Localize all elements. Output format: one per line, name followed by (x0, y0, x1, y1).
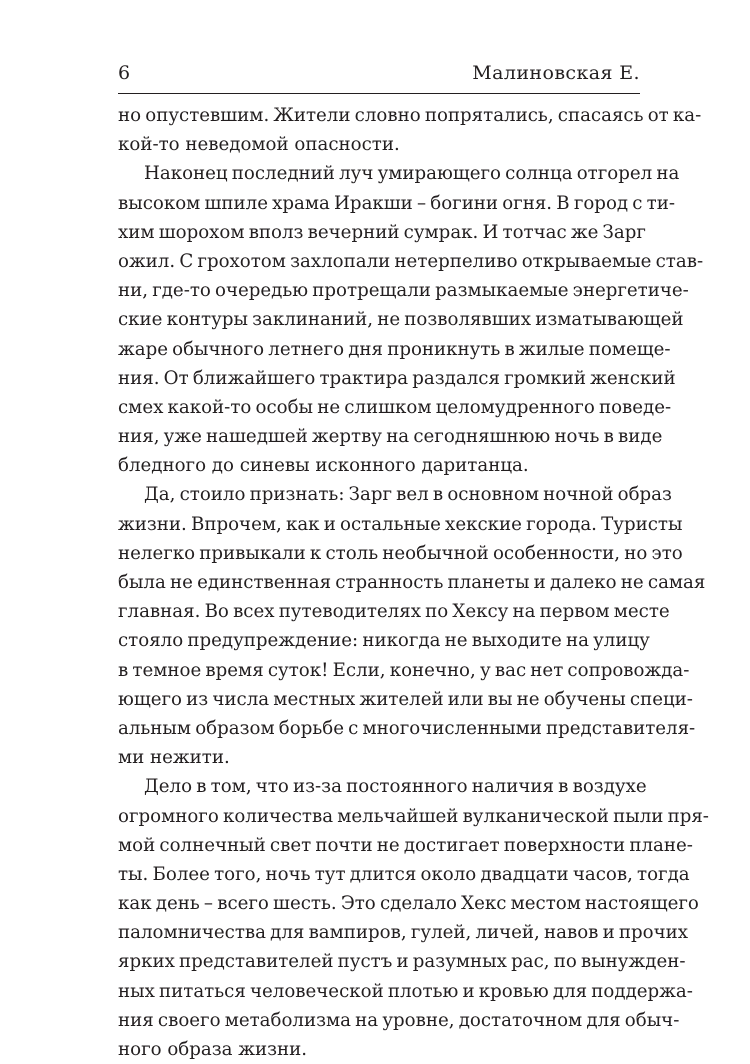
text-line: альным образом борьбе с многочисленными представителя- (118, 717, 696, 739)
text-line: главная. Во всех путеводителях по Хексу на первом месте (118, 601, 670, 623)
text-line: ярких представителей пустъ и разумных рас, по вынужден- (118, 951, 686, 973)
text-line: ющего из числа местных жителей или вы не обучены специ- (118, 688, 693, 710)
text-line: ские контуры заклинаний, не позволявших изматывающей (118, 309, 684, 331)
text-line: огромного количества мельчайшей вулканической пыли пря- (118, 805, 709, 827)
text-line: смех какой-то особы не слишком целомудренного поведе- (118, 396, 672, 418)
text-line: ния. От ближайшего трактира раздался громкий женский (118, 367, 676, 389)
text-line: ния своего метаболизма на уровне, достаточном для обыч- (118, 1009, 680, 1031)
text-line: ного образа жизни. (118, 1039, 308, 1060)
text-line: паломничества для вампиров, гулей, личей, навов и прочих (118, 922, 689, 944)
page-number: 6 (118, 62, 131, 84)
text-line: как день – всего шесть. Это сделало Хекс местом настоящего (118, 893, 699, 915)
page-header (118, 60, 640, 90)
text-line: в темное время суток! Если, конечно, у вас нет сопровожда- (118, 659, 690, 681)
running-title: Малиновская Е. (472, 62, 640, 84)
text-line: мой солнечный свет почти не достигает поверхности плане- (118, 834, 693, 856)
text-line: Наконец последний луч умирающего солнца отгорел на (144, 163, 680, 185)
header-rule (118, 93, 640, 94)
text-line: ни, где-то очередью протрещали размыкаемые энергетиче- (118, 280, 689, 302)
text-line: ты. Более того, ночь тут длится около двадцати часов, тогда (118, 863, 690, 885)
text-line: Да, стоило признать: Зарг вел в основном ночной образ (144, 484, 672, 506)
text-line: Дело в том, что из-за постоянного наличия в воздухе (144, 776, 647, 798)
text-line: ных питаться человеческой плотью и кровью для поддержа- (118, 980, 693, 1002)
text-line: кой-то неведомой опасности. (118, 134, 400, 156)
text-line: нелегко привыкали к столь необычной особенности, но это (118, 542, 683, 564)
text-line: хим шорохом вполз вечерний сумрак. И тотчас же Зарг (118, 221, 646, 243)
text-line: ожил. С грохотом захлопали нетерпеливо открываемые став- (118, 250, 704, 272)
body-text (118, 101, 709, 1064)
text-line: но опустевшим. Жители словно попрятались, спасаясь от ка- (118, 105, 702, 126)
text-line: жизни. Впрочем, как и остальные хекские города. Туристы (118, 513, 683, 535)
text-line: стояло предупреждение: никогда не выходите на улицу (118, 630, 650, 652)
text-line: жаре обычного летнего дня проникнуть в жилые помеще- (118, 338, 671, 360)
text-line: высоком шпиле храма Иракши – богини огня. В город с ти- (118, 192, 675, 214)
text-line: ния, уже нашедшей жертву на сегодняшнюю ночь в виде (118, 426, 663, 448)
text-line: бледного до синевы исконного даританца. (118, 455, 529, 477)
text-line: была не единственная странность планеты и далеко не самая (118, 572, 706, 593)
text-line: ми нежити. (118, 747, 230, 769)
